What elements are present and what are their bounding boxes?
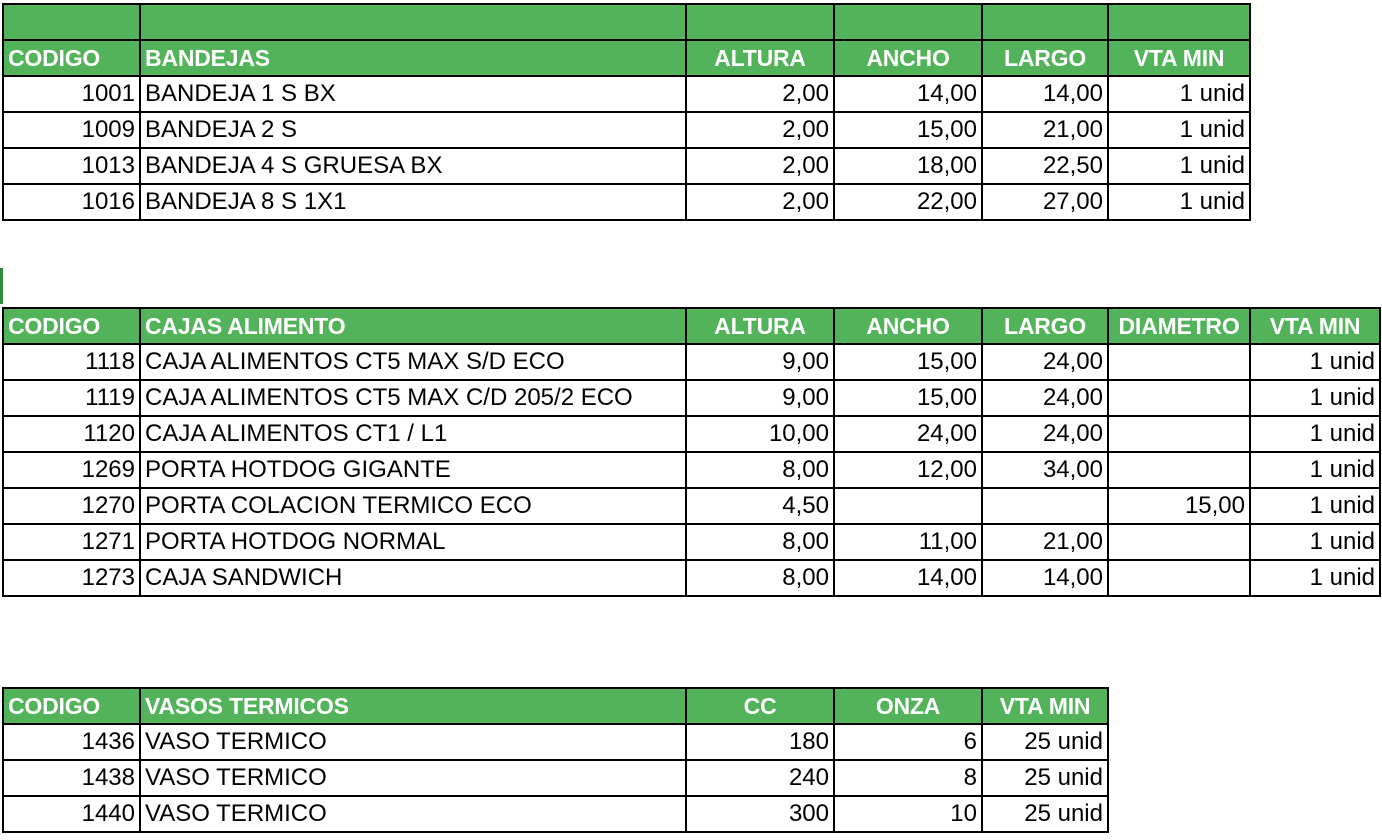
- cell-altura[interactable]: 2,00: [686, 184, 834, 220]
- header-ancho[interactable]: ANCHO: [834, 308, 982, 344]
- cell-name[interactable]: CAJA SANDWICH: [140, 560, 686, 596]
- table-row: [3, 344, 1380, 380]
- cell-cc[interactable]: 300: [686, 796, 834, 832]
- cell-ancho[interactable]: 15,00: [834, 380, 982, 416]
- cell[interactable]: [3, 4, 140, 40]
- table-row: [3, 112, 1250, 148]
- cell-vta-min[interactable]: 1 unid: [1250, 488, 1380, 524]
- cell-ancho[interactable]: 14,00: [834, 76, 982, 112]
- table-row: [3, 488, 1380, 524]
- cell-altura[interactable]: 2,00: [686, 76, 834, 112]
- cell-onza[interactable]: 8: [834, 760, 982, 796]
- header-vta-min[interactable]: VTA MIN: [1108, 40, 1250, 76]
- cell-ancho[interactable]: [834, 488, 982, 524]
- cajas-alimento-table: [2, 307, 1381, 597]
- selection-marker: [0, 268, 3, 304]
- cell-vta-min[interactable]: 1 unid: [1108, 184, 1250, 220]
- header-cajas-alimento[interactable]: CAJAS ALIMENTO: [140, 308, 686, 344]
- cell-vta-min[interactable]: 1 unid: [1250, 452, 1380, 488]
- header-altura[interactable]: ALTURA: [686, 40, 834, 76]
- cell-vta-min[interactable]: 1 unid: [1108, 112, 1250, 148]
- table-row: [3, 560, 1380, 596]
- cell-altura[interactable]: 10,00: [686, 416, 834, 452]
- blank-header-row: [3, 4, 1250, 40]
- cell-vta-min[interactable]: 25 unid: [982, 724, 1108, 760]
- cell-largo[interactable]: 24,00: [982, 344, 1108, 380]
- bandejas-table: [2, 3, 1251, 221]
- cell-diametro[interactable]: [1108, 452, 1250, 488]
- cell-name[interactable]: CAJA ALIMENTOS CT5 MAX C/D 205/2 ECO: [140, 380, 686, 416]
- cell-vta-min[interactable]: 1 unid: [1250, 560, 1380, 596]
- cell-diametro[interactable]: 15,00: [1108, 488, 1250, 524]
- cell-codigo[interactable]: 1009: [3, 112, 140, 148]
- cell-ancho[interactable]: 24,00: [834, 416, 982, 452]
- cell-altura[interactable]: 4,50: [686, 488, 834, 524]
- cell-altura[interactable]: 2,00: [686, 148, 834, 184]
- cell-largo[interactable]: [982, 488, 1108, 524]
- cell-name[interactable]: BANDEJA 4 S GRUESA BX: [140, 148, 686, 184]
- cell-codigo[interactable]: 1013: [3, 148, 140, 184]
- cell-largo[interactable]: 14,00: [982, 560, 1108, 596]
- cell-name[interactable]: BANDEJA 2 S: [140, 112, 686, 148]
- cell-altura[interactable]: 8,00: [686, 560, 834, 596]
- cell-onza[interactable]: 10: [834, 796, 982, 832]
- cell-vta-min[interactable]: 1 unid: [1108, 76, 1250, 112]
- cell-largo[interactable]: 21,00: [982, 524, 1108, 560]
- cell-vta-min[interactable]: 1 unid: [1250, 380, 1380, 416]
- header-codigo[interactable]: CODIGO: [3, 688, 140, 724]
- cell-codigo[interactable]: 1269: [3, 452, 140, 488]
- cell-diametro[interactable]: [1108, 560, 1250, 596]
- cell-largo[interactable]: 21,00: [982, 112, 1108, 148]
- header-ancho[interactable]: ANCHO: [834, 40, 982, 76]
- cell-altura[interactable]: 8,00: [686, 524, 834, 560]
- header-vta-min[interactable]: VTA MIN: [982, 688, 1108, 724]
- cell-ancho[interactable]: 22,00: [834, 184, 982, 220]
- cell-ancho[interactable]: 11,00: [834, 524, 982, 560]
- cell-name[interactable]: PORTA HOTDOG GIGANTE: [140, 452, 686, 488]
- header-row: [3, 688, 1108, 724]
- cell-altura[interactable]: 9,00: [686, 344, 834, 380]
- cell-largo[interactable]: 22,50: [982, 148, 1108, 184]
- cell-name[interactable]: VASO TERMICO: [140, 760, 686, 796]
- cell-largo[interactable]: 24,00: [982, 380, 1108, 416]
- table-row: [3, 416, 1380, 452]
- cell-largo[interactable]: 34,00: [982, 452, 1108, 488]
- cell-codigo[interactable]: 1016: [3, 184, 140, 220]
- cell-name[interactable]: CAJA ALIMENTOS CT1 / L1: [140, 416, 686, 452]
- cell[interactable]: [982, 4, 1108, 40]
- cell-ancho[interactable]: 15,00: [834, 344, 982, 380]
- header-onza[interactable]: ONZA: [834, 688, 982, 724]
- cell-ancho[interactable]: 15,00: [834, 112, 982, 148]
- cell-ancho[interactable]: 18,00: [834, 148, 982, 184]
- cell-diametro[interactable]: [1108, 380, 1250, 416]
- header-altura[interactable]: ALTURA: [686, 308, 834, 344]
- header-cc[interactable]: CC: [686, 688, 834, 724]
- cell-altura[interactable]: 9,00: [686, 380, 834, 416]
- cell-vta-min[interactable]: 25 unid: [982, 796, 1108, 832]
- cell[interactable]: [1108, 4, 1250, 40]
- header-row: [3, 308, 1380, 344]
- cell-codigo[interactable]: 1119: [3, 380, 140, 416]
- cell-diametro[interactable]: [1108, 416, 1250, 452]
- cell-cc[interactable]: 180: [686, 724, 834, 760]
- cell-altura[interactable]: 2,00: [686, 112, 834, 148]
- header-codigo[interactable]: CODIGO: [3, 40, 140, 76]
- header-largo[interactable]: LARGO: [982, 308, 1108, 344]
- cell-name[interactable]: VASO TERMICO: [140, 724, 686, 760]
- cell-largo[interactable]: 14,00: [982, 76, 1108, 112]
- header-vasos-termicos[interactable]: VASOS TERMICOS: [140, 688, 686, 724]
- cell-codigo[interactable]: 1270: [3, 488, 140, 524]
- cell-largo[interactable]: 24,00: [982, 416, 1108, 452]
- cell-codigo[interactable]: 1271: [3, 524, 140, 560]
- header-bandejas[interactable]: BANDEJAS: [140, 40, 686, 76]
- header-vta-min[interactable]: VTA MIN: [1250, 308, 1380, 344]
- table-row: [3, 184, 1250, 220]
- table-row: [3, 524, 1380, 560]
- header-largo[interactable]: LARGO: [982, 40, 1108, 76]
- cell-name[interactable]: PORTA HOTDOG NORMAL: [140, 524, 686, 560]
- cell-diametro[interactable]: [1108, 524, 1250, 560]
- cell-vta-min[interactable]: 1 unid: [1250, 416, 1380, 452]
- cell-vta-min[interactable]: 1 unid: [1250, 344, 1380, 380]
- table-row: [3, 76, 1250, 112]
- cell-onza[interactable]: 6: [834, 724, 982, 760]
- header-row: [3, 40, 1250, 76]
- cell-name[interactable]: BANDEJA 8 S 1X1: [140, 184, 686, 220]
- cell-codigo[interactable]: 1440: [3, 796, 140, 832]
- cell-codigo[interactable]: 1120: [3, 416, 140, 452]
- table-row: [3, 452, 1380, 488]
- cell-name[interactable]: PORTA COLACION TERMICO ECO: [140, 488, 686, 524]
- cell-codigo[interactable]: 1273: [3, 560, 140, 596]
- cell-codigo[interactable]: 1001: [3, 76, 140, 112]
- cell-vta-min[interactable]: 1 unid: [1250, 524, 1380, 560]
- cell[interactable]: [834, 4, 982, 40]
- cell-diametro[interactable]: [1108, 344, 1250, 380]
- cell-vta-min[interactable]: 1 unid: [1108, 148, 1250, 184]
- cell-ancho[interactable]: 12,00: [834, 452, 982, 488]
- cell-name[interactable]: CAJA ALIMENTOS CT5 MAX S/D ECO: [140, 344, 686, 380]
- header-codigo[interactable]: CODIGO: [3, 308, 140, 344]
- cell-name[interactable]: BANDEJA 1 S BX: [140, 76, 686, 112]
- cell-codigo[interactable]: 1438: [3, 760, 140, 796]
- table-row: [3, 760, 1108, 796]
- cell[interactable]: [686, 4, 834, 40]
- cell-vta-min[interactable]: 25 unid: [982, 760, 1108, 796]
- table-row: [3, 724, 1108, 760]
- cell-largo[interactable]: 27,00: [982, 184, 1108, 220]
- vasos-termicos-table: [2, 687, 1109, 833]
- cell-codigo[interactable]: 1436: [3, 724, 140, 760]
- cell-cc[interactable]: 240: [686, 760, 834, 796]
- table-row: [3, 380, 1380, 416]
- table-row: [3, 796, 1108, 832]
- cell-codigo[interactable]: 1118: [3, 344, 140, 380]
- cell[interactable]: [140, 4, 686, 40]
- cell-altura[interactable]: 8,00: [686, 452, 834, 488]
- header-diametro[interactable]: DIAMETRO: [1108, 308, 1250, 344]
- table-row: [3, 148, 1250, 184]
- cell-name[interactable]: VASO TERMICO: [140, 796, 686, 832]
- cell-ancho[interactable]: 14,00: [834, 560, 982, 596]
